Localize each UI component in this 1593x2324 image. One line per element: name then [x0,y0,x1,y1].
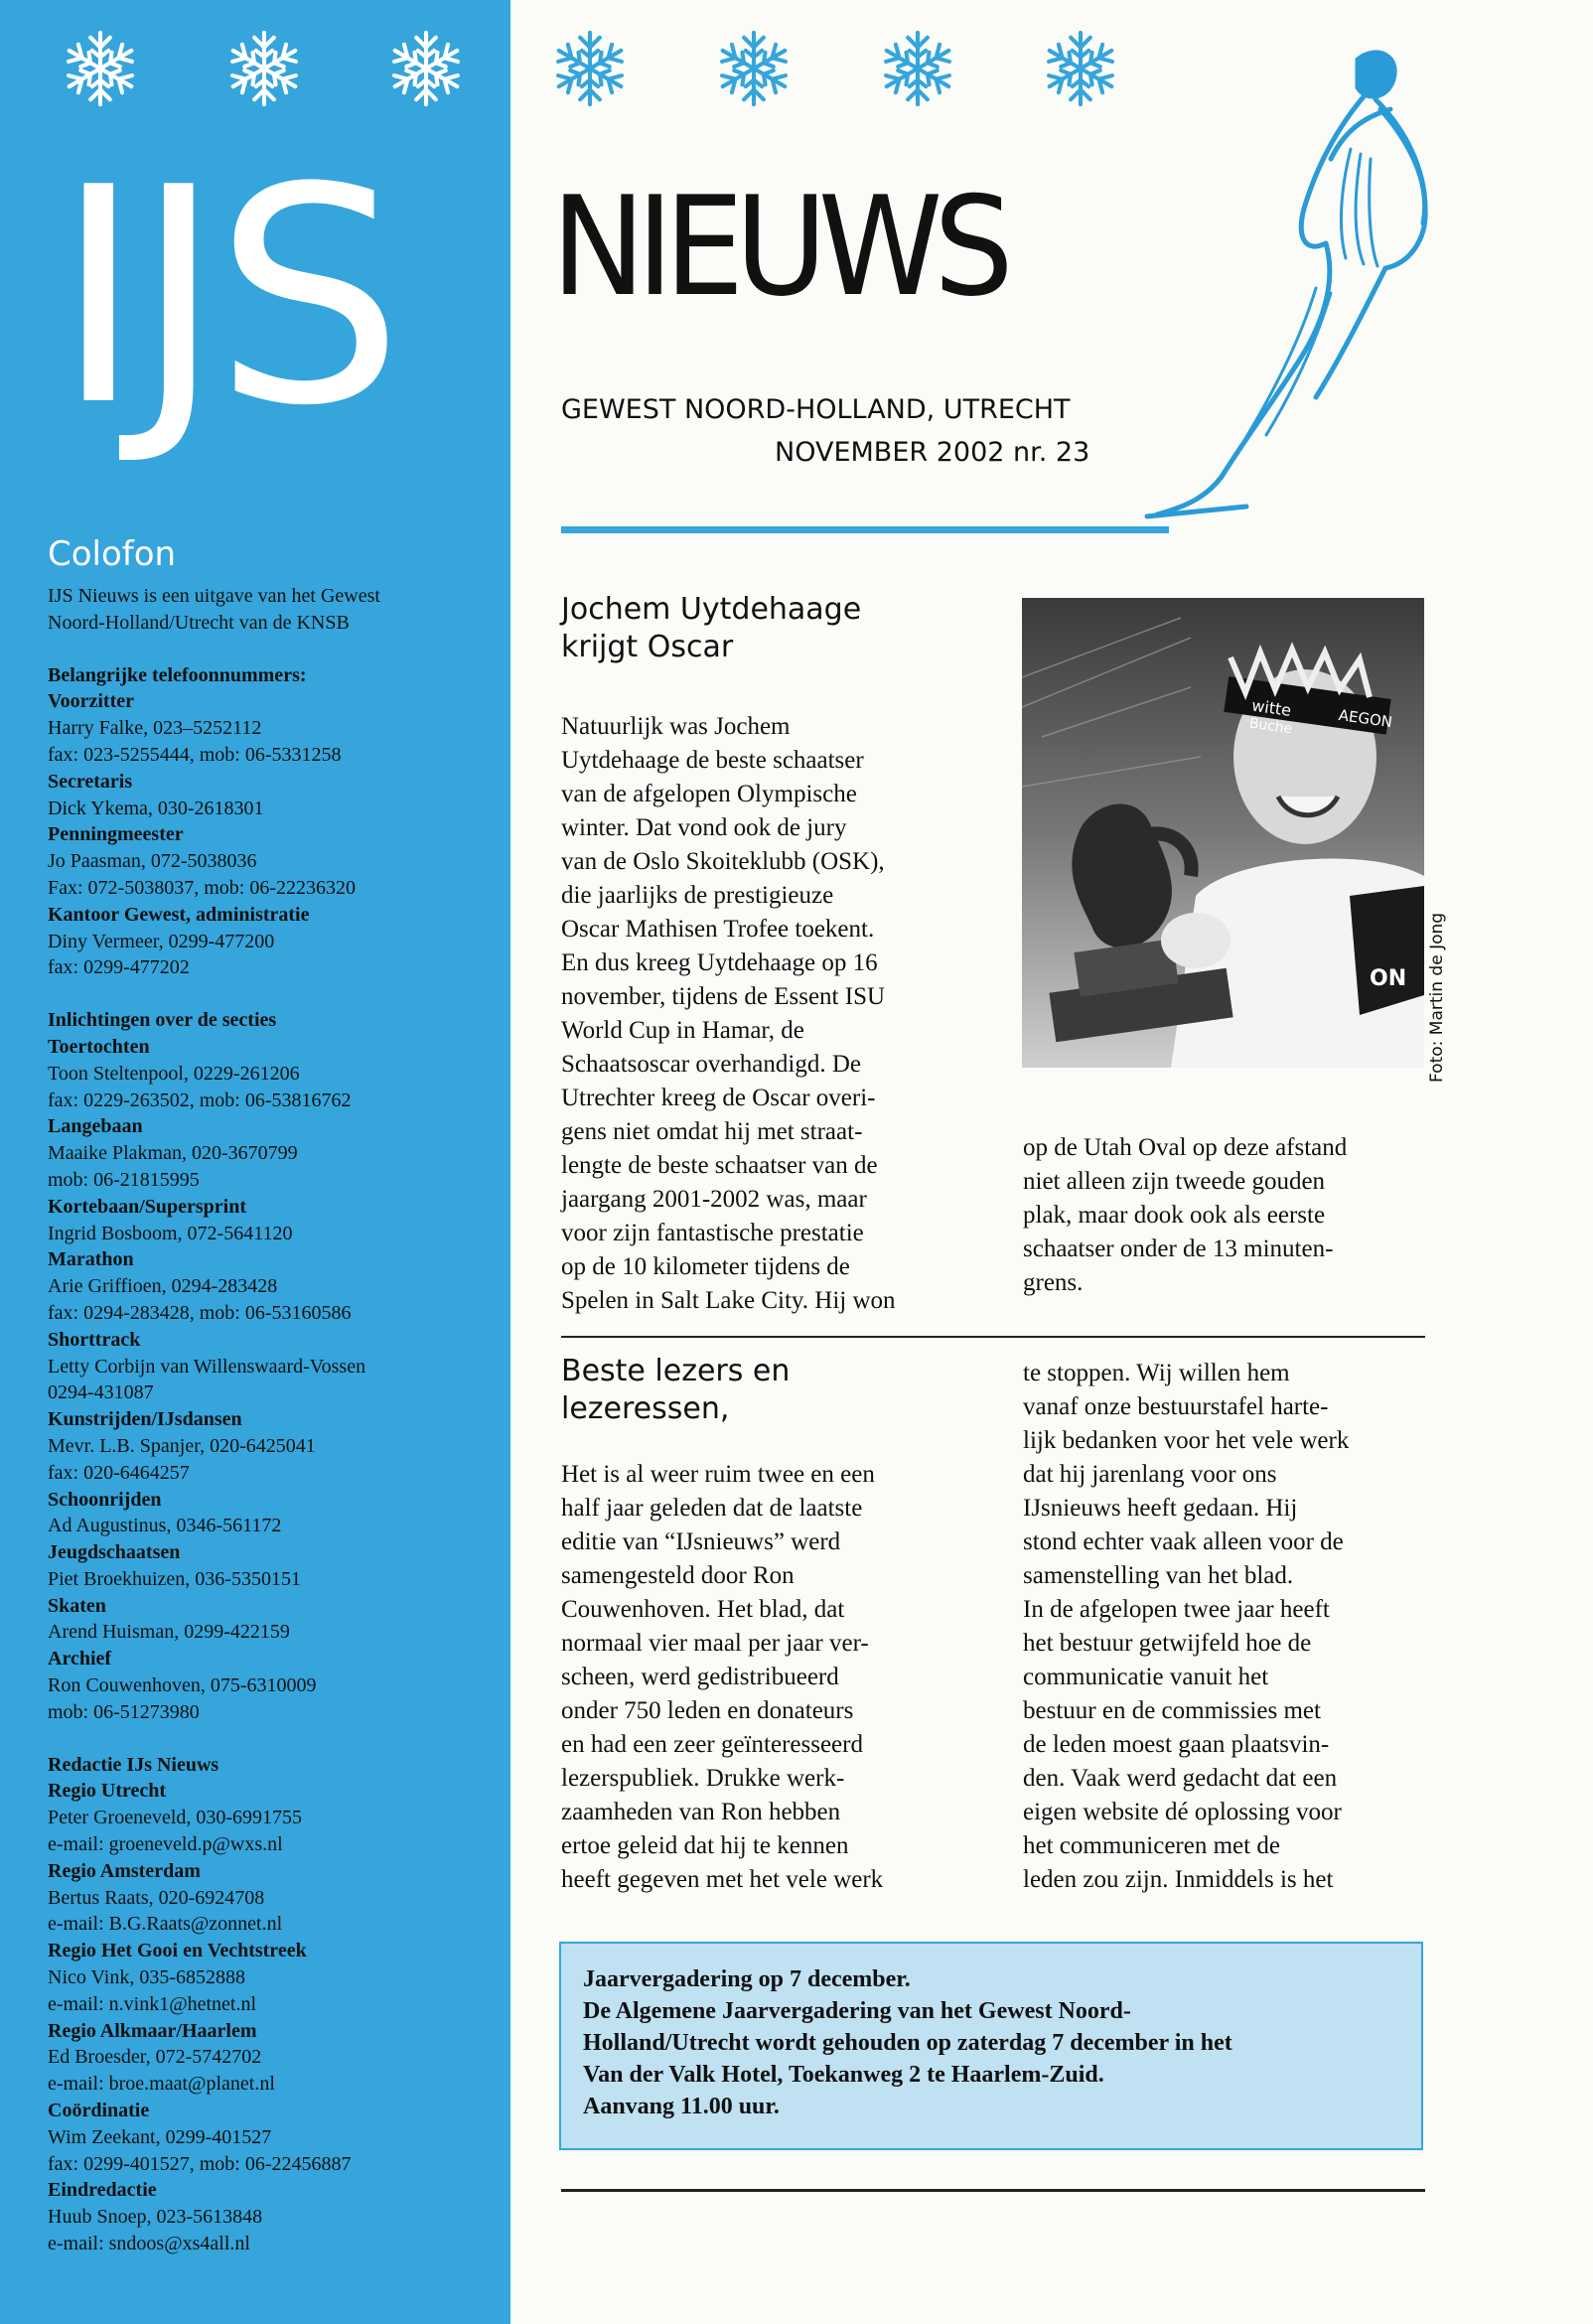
text-line: Uytdehaage de beste schaatser [561,747,864,774]
colofon-heading: Kortebaan/Supersprint [48,1195,247,1218]
colofon-heading: Marathon [48,1248,134,1271]
headband-text: witte [1250,695,1293,721]
text-line: lezerspubliek. Drukke werk- [561,1765,845,1792]
colofon-heading: Kunstrijden/IJsdansen [48,1408,242,1431]
colofon-entry: Ed Broesder, 072-5742702 [48,2046,262,2069]
snowflake-icon [1040,28,1121,109]
colofon-entry: e-mail: broe.maat@planet.nl [48,2073,275,2096]
logo-ijs: IJS [55,124,396,471]
colofon-heading: Skaten [48,1594,106,1617]
colofon-entry: e-mail: groeneveld.p@wxs.nl [48,1833,283,1856]
text-line: IJsnieuws heeft gedaan. Hij [1023,1495,1298,1522]
colofon-heading: Regio Utrecht [48,1780,167,1803]
text-line: den. Vaak werd gedacht dat een [1023,1765,1338,1792]
text-line: niet alleen zijn tweede gouden [1023,1168,1326,1195]
colofon-heading: Coördinatie [48,2100,150,2122]
text-line: voor zijn fantastische prestatie [561,1220,864,1246]
headband-text: Buche [1247,715,1294,738]
colofon [48,583,495,2257]
colofon-entry: e-mail: sndoos@xs4all.nl [48,2233,250,2255]
headline-line: krijgt Oscar [561,630,734,664]
text-line: plak, maar dook ook als eerste [1023,1202,1326,1229]
text-line: De Algemene Jaarvergadering van het Gewest Noord- [583,1998,1131,2024]
colofon-intro-line: Noord-Holland/Utrecht van de KNSB [48,611,350,634]
colofon-entry: e-mail: B.G.Raats@zonnet.nl [48,1913,283,1936]
colofon-entry: Ron Couwenhoven, 075-6310009 [48,1674,317,1697]
text-line: vanaf onze bestuurstafel harte- [1023,1393,1329,1420]
text-line: normaal vier maal per jaar ver- [561,1630,869,1657]
text-line: van de Oslo Skoiteklubb (OSK), [561,848,885,875]
text-line: stond echter vaak alleen voor de [1023,1528,1344,1555]
colofon-heading: Shorttrack [48,1328,141,1351]
text-line: onder 750 leden en donateurs [561,1697,854,1724]
text-line: dat hij jarenlang voor ons [1023,1461,1277,1488]
colofon-entry: fax: 020-6464257 [48,1461,190,1484]
text-line: winter. Dat vond ook de jury [561,814,847,841]
masthead-rule [561,526,1169,533]
colofon-entry: e-mail: n.vink1@hetnet.nl [48,1992,257,2015]
snowflake-icon [877,28,958,109]
colofon-heading: Archief [48,1648,112,1670]
text-line: En dus kreeg Uytdehaage op 16 [561,949,878,976]
text-line: Van der Valk Hotel, Toekanweg 2 te Haarlem-Zuid. [583,2062,1104,2088]
text-line: van de afgelopen Olympische [561,781,857,807]
colofon-heading: Kantoor Gewest, administratie [48,903,310,926]
colofon-heading: Toertochten [48,1035,150,1058]
colofon-entry: Toon Steltenpool, 0229-261206 [48,1062,300,1085]
text-line: Utrechter kreeg de Oscar overi- [561,1085,876,1111]
text-line: Oscar Mathisen Trofee toekent. [561,916,875,943]
article-column [561,1458,978,1897]
colofon-heading: Jeugdschaatsen [48,1541,181,1564]
headline-line: lezeressen, [561,1391,730,1426]
colofon-entry: Dick Ykema, 030-2618301 [48,797,264,819]
snowflake-icon [223,28,305,109]
photo-oscar [1022,598,1424,1068]
masthead-subtitle: GEWEST NOORD-HOLLAND, UTRECHT [561,394,1071,425]
colofon-entry: mob: 06-21815995 [48,1168,200,1191]
text-line: eigen website dé oplossing voor [1023,1799,1342,1825]
colofon-heading: Regio Alkmaar/Haarlem [48,2019,257,2042]
colofon-heading: Voorzitter [48,690,134,713]
colofon-heading: Secretaris [48,770,133,793]
article-headline [561,591,861,666]
text-line: Schaatsoscar overhandigd. De [561,1051,861,1078]
colofon-entry: Letty Corbijn van Willenswaard-Vossen [48,1355,366,1378]
text-line: het communiceren met de [1023,1832,1280,1859]
text-line: lijk bedanken voor het vele werk [1023,1427,1350,1454]
colofon-entry: fax: 0299-477202 [48,956,190,979]
jacket-logo: ON [1370,966,1407,991]
snowflake-icon [549,28,631,109]
colofon-entry: Maaike Plakman, 020-3670799 [48,1142,298,1165]
text-line: Het is al weer ruim twee en een [561,1461,875,1488]
headline-line: Beste lezers en [561,1354,791,1388]
section-divider [561,1336,1425,1338]
colofon-intro-line: IJS Nieuws is een uitgave van het Gewest [48,585,380,607]
colofon-heading: Regio Amsterdam [48,1859,201,1882]
text-line: Jaarvergadering op 7 december. [583,1966,911,1992]
text-line: Spelen in Salt Lake City. Hij won [561,1287,896,1314]
colofon-heading: Redactie IJs Nieuws [48,1753,219,1776]
snowflake-icon [713,28,795,109]
headband-sponsor: AEGON [1337,705,1394,732]
text-line: die jaarlijks de prestigieuze [561,882,834,909]
text-line: World Cup in Hamar, de [561,1017,804,1044]
colofon-entry: fax: 0294-283428, mob: 06-53160586 [48,1301,352,1324]
text-line: Holland/Utrecht wordt gehouden op zaterdag 7 december in het [583,2030,1232,2056]
colofon-entry: Bertus Raats, 020-6924708 [48,1886,265,1909]
article-column [1023,1357,1440,1897]
text-line: lengte de beste schaatser van de [561,1152,878,1179]
colofon-heading: Inlichtingen over de secties [48,1009,277,1032]
colofon-entry: Peter Groeneveld, 030-6991755 [48,1807,303,1829]
logo-nieuws: NIEUWS [551,167,1005,327]
text-line: en had een zeer geïnteresseerd [561,1731,863,1758]
colofon-entry: Mevr. L.B. Spanjer, 020-6425041 [48,1434,316,1457]
text-line: op de 10 kilometer tijdens de [561,1253,850,1280]
colofon-entry: Jo Paasman, 072-5038036 [48,850,257,873]
colofon-heading: Belangrijke telefoonnummers: [48,663,307,686]
colofon-entry: Piet Broekhuizen, 036-5350151 [48,1567,301,1590]
colofon-entry: Ingrid Bosboom, 072-5641120 [48,1222,293,1244]
colofon-entry: Arend Huisman, 0299-422159 [48,1621,290,1644]
colofon-title: Colofon [48,534,177,574]
colofon-heading: Schoonrijden [48,1488,162,1511]
colofon-entry: Huub Snoep, 023-5613848 [48,2206,263,2229]
text-line: grens. [1023,1269,1084,1296]
text-line: samenstelling van het blad. [1023,1562,1294,1589]
text-line: jaargang 2001-2002 was, maar [561,1186,867,1213]
text-line: half jaar geleden dat de laatste [561,1495,863,1522]
colofon-heading: Regio Het Gooi en Vechtstreek [48,1940,307,1962]
text-line: het bestuur getwijfeld hoe de [1023,1630,1312,1657]
text-line: leden zou zijn. Inmiddels is het [1023,1866,1334,1893]
text-line: november, tijdens de Essent ISU [561,983,886,1010]
text-line: gens niet omdat hij met straat- [561,1118,863,1145]
text-line: communicatie vanuit het [1023,1664,1269,1690]
colofon-entry: fax: 0299-401527, mob: 06-22456887 [48,2152,352,2175]
colofon-entry: Nico Vink, 035-6852888 [48,1966,245,1989]
colofon-heading: Langebaan [48,1115,143,1138]
snowflake-icon [60,28,141,109]
text-line: heeft gegeven met het vele werk [561,1866,884,1893]
colofon-entry: Ad Augustinus, 0346-561172 [48,1515,282,1537]
colofon-entry: Fax: 072-5038037, mob: 06-22236320 [48,876,356,899]
colofon-entry: 0294-431087 [48,1381,154,1404]
colofon-entry: fax: 0229-263502, mob: 06-53816762 [48,1089,352,1111]
colofon-heading: Penningmeester [48,823,184,846]
skater-icon [1127,40,1465,536]
colofon-entry: Harry Falke, 023–5252112 [48,717,262,740]
text-line: zaamheden van Ron hebben [561,1799,841,1825]
text-line: ertoe geleid dat hij te kennen [561,1832,849,1859]
text-line: de leden moest gaan plaatsvin- [1023,1731,1330,1758]
headline-line: Jochem Uytdehaage [561,592,862,627]
text-line: samengesteld door Ron [561,1562,795,1589]
text-line: Natuurlijk was Jochem [561,713,791,740]
article-column [561,710,978,1318]
colofon-entry: fax: 023-5255444, mob: 06-5331258 [48,743,342,766]
colofon-entry: Wim Zeekant, 0299-401527 [48,2125,272,2148]
colofon-entry: Arie Griffioen, 0294-283428 [48,1275,278,1298]
text-line: schaatser onder de 13 minuten- [1023,1235,1334,1262]
text-line: editie van “IJsnieuws” werd [561,1528,841,1555]
colofon-entry: mob: 06-51273980 [48,1700,200,1723]
text-line: scheen, werd gedistribueerd [561,1664,839,1690]
colofon-heading: Eindredactie [48,2179,157,2202]
snowflake-icon [385,28,467,109]
article-column [1023,1131,1440,1300]
notice-box [559,1942,1423,2150]
text-line: op de Utah Oval op deze afstand [1023,1134,1348,1161]
photo-credit: Foto: Martin de Jong [1427,912,1447,1083]
text-line: Couwenhoven. Het blad, dat [561,1596,845,1623]
text-line: te stoppen. Wij willen hem [1023,1360,1290,1386]
issue-date: NOVEMBER 2002 nr. 23 [775,437,1090,468]
article-headline [561,1353,790,1428]
text-line: Aanvang 11.00 uur. [583,2094,780,2119]
text-line: bestuur en de commissies met [1023,1697,1321,1724]
bottom-rule [561,2189,1425,2192]
text-line: In de afgelopen twee jaar heeft [1023,1596,1330,1623]
colofon-entry: Diny Vermeer, 0299-477200 [48,930,275,952]
